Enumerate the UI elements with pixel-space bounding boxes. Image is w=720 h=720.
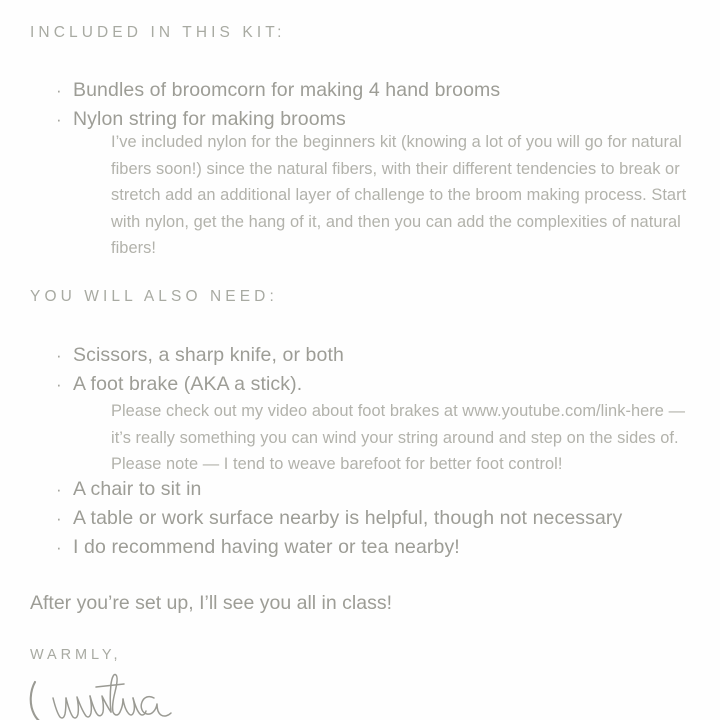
bullet-dot-icon: ·	[56, 346, 62, 365]
also-need-list-part-one	[56, 341, 344, 399]
nylon-explanation-paragraph: I’ve included nylon for the beginners kit (knowing a lot of you will go for natural fibers soon!) since the natural fibers, with their different tendencies to break or stretch add an additional layer of challenge to the broom making process. Start with nylon, get the hang of it, and then you can add the complexities of natural fibers!	[111, 133, 687, 258]
list-item	[56, 475, 622, 504]
section-heading-you-will-also-need: YOU WILL ALSO NEED:	[30, 288, 278, 305]
bullet-dot-icon: ·	[56, 509, 62, 528]
signature-mark-icon	[28, 662, 218, 720]
list-item-label: Bundles of broomcorn for making 4 hand brooms	[73, 79, 501, 101]
section-heading-included-in-kit: INCLUDED IN THIS KIT:	[30, 24, 286, 41]
list-item-label: I do recommend having water or tea nearby!	[73, 536, 460, 558]
closing-line: After you’re set up, I’ll see you all in class!	[30, 592, 392, 614]
bullet-dot-icon: ·	[56, 538, 62, 557]
list-item-label: A table or work surface nearby is helpful, though not necessary	[73, 507, 623, 529]
bullet-dot-icon: ·	[56, 480, 62, 499]
list-item	[56, 504, 622, 533]
also-need-list-part-two	[56, 475, 622, 562]
kit-contents-list	[56, 76, 500, 134]
list-item-label: Nylon string for making brooms	[73, 108, 346, 130]
list-item-label: A foot brake (AKA a stick).	[73, 373, 303, 395]
bullet-dot-icon: ·	[56, 375, 62, 394]
signoff-warmly: WARMLY,	[30, 647, 122, 663]
list-item-label: Scissors, a sharp knife, or both	[73, 344, 344, 366]
list-item	[56, 533, 622, 562]
bullet-dot-icon: ·	[56, 110, 62, 129]
list-item-label: A chair to sit in	[73, 478, 202, 500]
list-item	[56, 76, 500, 105]
bullet-dot-icon: ·	[56, 81, 62, 100]
signature-cynthia	[28, 662, 218, 720]
list-item	[56, 370, 344, 399]
list-item	[56, 341, 344, 370]
foot-brake-explanation-paragraph: Please check out my video about foot brakes at www.youtube.com/link-here — it’s really something you can wind your string around and step on the sides of. Please note — I tend to weave barefoot for better foot control!	[111, 402, 686, 474]
